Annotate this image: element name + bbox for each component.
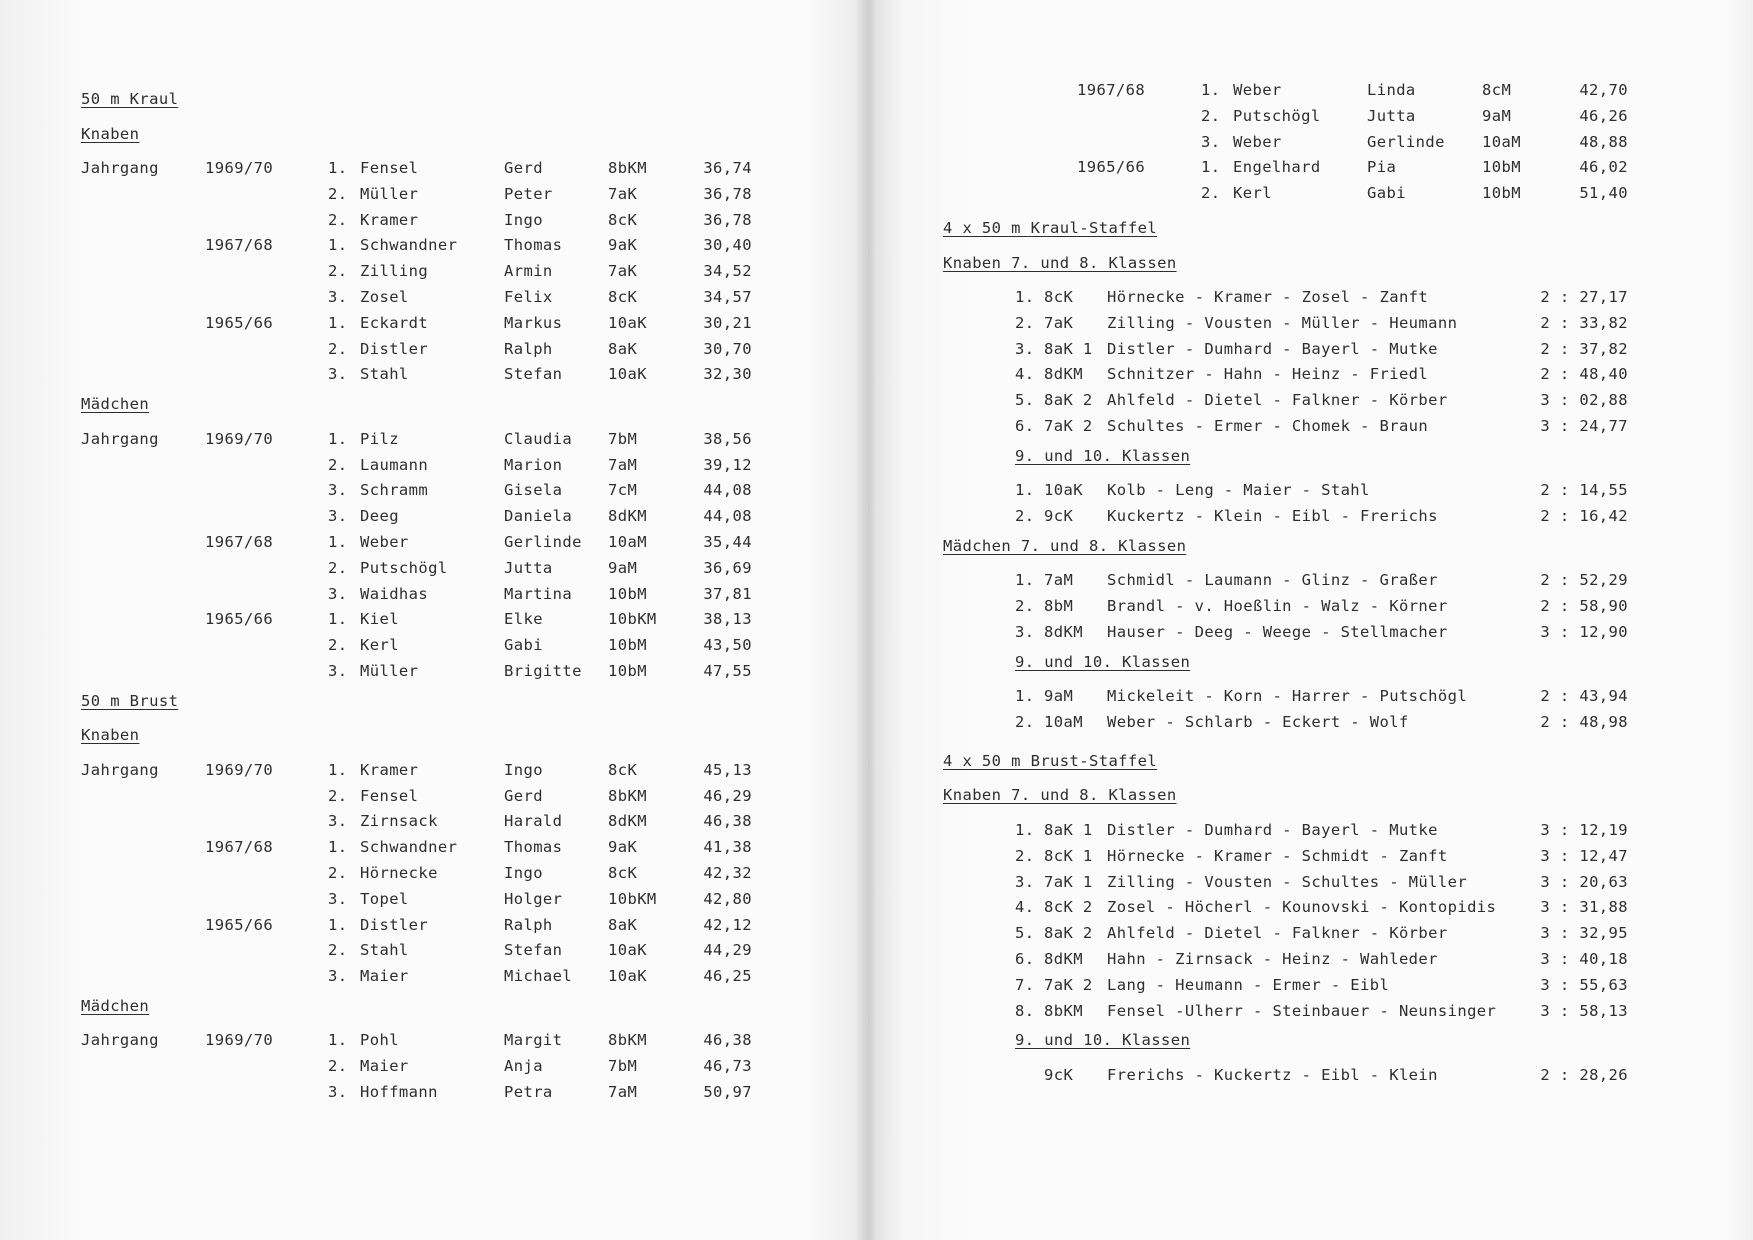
surname: Kerl (360, 636, 399, 655)
place: 3. (328, 481, 348, 500)
group-heading: Knaben 7. und 8. Klassen (943, 786, 1177, 805)
year-label: 1969/70 (205, 1031, 274, 1050)
team: 8aK 1 (1044, 820, 1093, 839)
time: 46,26 (1579, 106, 1628, 125)
place: 4. (1015, 898, 1035, 917)
team: 7aK 2 (1044, 417, 1093, 435)
year-label: 1967/68 (205, 532, 274, 551)
team: 9aM (1044, 687, 1074, 706)
team: 10aK (1044, 481, 1083, 500)
first-name: Harald (504, 812, 563, 831)
relay-time: 3 : 12,90 (1540, 623, 1628, 641)
time: 46,38 (703, 1031, 752, 1050)
first-name: Anja (504, 1057, 543, 1076)
book-spine (855, 0, 875, 1240)
surname: Laumann (360, 455, 429, 474)
relay-time: 2 : 27,17 (1540, 288, 1628, 306)
time: 47,55 (703, 661, 752, 680)
team: 7aK 1 (1044, 872, 1093, 891)
year-label: 1967/68 (1077, 81, 1146, 99)
time: 50,97 (703, 1083, 752, 1101)
first-name: Petra (504, 1083, 553, 1101)
relay-time: 3 : 55,63 (1540, 975, 1628, 994)
surname: Weber (1233, 132, 1282, 151)
time: 46,25 (703, 967, 752, 986)
place: 1. (1015, 820, 1035, 839)
time: 36,78 (703, 210, 752, 229)
place: 8. (1015, 1001, 1035, 1020)
time: 44,29 (703, 941, 752, 960)
surname: Kerl (1233, 184, 1272, 203)
team: 8dKM (1044, 949, 1083, 968)
team-members: Fensel -Ulherr - Steinbauer - Neunsinger (1107, 1001, 1497, 1020)
relay-time: 3 : 32,95 (1540, 924, 1628, 943)
place: 2. (328, 1057, 348, 1076)
class: 7aK (608, 262, 638, 281)
surname: Maier (360, 1057, 409, 1076)
first-name: Martina (504, 584, 573, 603)
time: 34,57 (703, 288, 752, 306)
relay-time: 3 : 02,88 (1540, 391, 1628, 410)
gender-heading: Mädchen (81, 395, 150, 414)
first-name: Daniela (504, 507, 573, 526)
surname: Zosel (360, 288, 409, 306)
section-title: 50 m Kraul (81, 90, 179, 108)
time: 45,13 (703, 760, 752, 779)
first-name: Ralph (504, 339, 553, 358)
time: 43,50 (703, 636, 752, 655)
year-label: 1969/70 (205, 429, 274, 448)
place: 3. (1015, 872, 1035, 891)
first-name: Peter (504, 184, 553, 203)
team: 9cK (1044, 1065, 1074, 1084)
place: 2. (328, 210, 348, 229)
class: 8cK (608, 760, 638, 779)
time: 46,73 (703, 1057, 752, 1076)
team-members: Distler - Dumhard - Bayerl - Mutke (1107, 339, 1438, 358)
place: 4. (1015, 365, 1035, 384)
time: 34,52 (703, 262, 752, 281)
class: 7aK (608, 184, 638, 203)
surname: Fensel (360, 159, 419, 177)
team-members: Frerichs - Kuckertz - Eibl - Klein (1107, 1065, 1438, 1084)
class: 9aK (608, 236, 638, 255)
relay-title: 4 x 50 m Kraul-Staffel (943, 219, 1158, 237)
class: 10aK (608, 967, 647, 986)
first-name: Margit (504, 1031, 563, 1050)
team-members: Hörnecke - Kramer - Schmidt - Zanft (1107, 846, 1448, 865)
surname: Distler (360, 915, 429, 934)
team: 8aK 2 (1044, 924, 1093, 943)
team-members: Kuckertz - Klein - Eibl - Frerichs (1107, 507, 1438, 526)
time: 38,56 (703, 429, 752, 448)
first-name: Gerd (504, 786, 543, 805)
time: 39,12 (703, 455, 752, 474)
place: 1. (328, 838, 348, 857)
year-label: 1969/70 (205, 760, 274, 779)
group-heading: 9. und 10. Klassen (1015, 446, 1191, 465)
place: 3. (328, 288, 348, 306)
first-name: Stefan (504, 365, 563, 384)
surname: Eckardt (360, 313, 429, 332)
place: 2. (1201, 106, 1221, 125)
relay-time: 2 : 14,55 (1540, 481, 1628, 500)
class: 10bM (608, 661, 647, 680)
class: 10bM (1482, 184, 1521, 203)
place: 3. (1201, 132, 1221, 151)
surname: Zilling (360, 262, 429, 281)
time: 30,40 (703, 236, 752, 255)
relay-title: 4 x 50 m Brust-Staffel (943, 751, 1158, 770)
first-name: Stefan (504, 941, 563, 960)
team-members: Distler - Dumhard - Bayerl - Mutke (1107, 820, 1438, 839)
surname: Hoffmann (360, 1083, 438, 1101)
place: 5. (1015, 924, 1035, 943)
time: 38,13 (703, 610, 752, 629)
place: 1. (328, 236, 348, 255)
place: 6. (1015, 949, 1035, 968)
place: 1. (328, 760, 348, 779)
jahrgang-label: Jahrgang (81, 1031, 159, 1050)
place: 2. (328, 558, 348, 577)
class: 8dKM (608, 812, 647, 831)
time: 36,74 (703, 159, 752, 177)
year-label: 1967/68 (205, 838, 274, 857)
surname: Kramer (360, 210, 419, 229)
team: 8cK 1 (1044, 846, 1093, 865)
first-name: Armin (504, 262, 553, 281)
time: 30,70 (703, 339, 752, 358)
surname: Topel (360, 889, 409, 908)
relay-time: 2 : 48,40 (1540, 365, 1628, 384)
relay-time: 3 : 20,63 (1540, 872, 1628, 891)
place: 6. (1015, 417, 1035, 435)
team-members: Hauser - Deeg - Weege - Stellmacher (1107, 623, 1448, 641)
time: 42,70 (1579, 81, 1628, 99)
place: 7. (1015, 975, 1035, 994)
surname: Pilz (360, 429, 399, 448)
place: 3. (328, 812, 348, 831)
team: 8dKM (1044, 623, 1083, 641)
place: 2. (328, 262, 348, 281)
time: 42,12 (703, 915, 752, 934)
surname: Deeg (360, 507, 399, 526)
surname: Engelhard (1233, 158, 1321, 177)
relay-time: 2 : 52,29 (1540, 571, 1628, 590)
surname: Schwandner (360, 838, 458, 857)
team: 8cK 2 (1044, 898, 1093, 917)
surname: Müller (360, 184, 419, 203)
first-name: Ingo (504, 760, 543, 779)
place: 3. (328, 661, 348, 680)
year-label: 1965/66 (1077, 158, 1146, 177)
class: 10bM (1482, 158, 1521, 177)
surname: Waidhas (360, 584, 429, 603)
relay-time: 2 : 33,82 (1540, 313, 1628, 332)
place: 1. (1015, 481, 1035, 500)
gender-heading: Knaben (81, 124, 140, 143)
team: 8dKM (1044, 365, 1083, 384)
year-label: 1965/66 (205, 313, 274, 332)
first-name: Gisela (504, 481, 563, 500)
relay-time: 3 : 31,88 (1540, 898, 1628, 917)
class: 8cK (608, 863, 638, 882)
group-heading: Knaben 7. und 8. Klassen (943, 253, 1177, 272)
first-name: Linda (1367, 81, 1416, 99)
place: 3. (328, 889, 348, 908)
class: 8bKM (608, 159, 647, 177)
team-members: Zilling - Vousten - Schultes - Müller (1107, 872, 1468, 891)
first-name: Jutta (1367, 106, 1416, 125)
class: 9aM (608, 558, 638, 577)
place: 2. (1015, 713, 1035, 732)
class: 8aK (608, 915, 638, 934)
surname: Putschögl (1233, 106, 1321, 125)
place: 1. (328, 532, 348, 551)
place: 1. (1015, 288, 1035, 306)
place: 2. (1015, 507, 1035, 526)
jahrgang-label: Jahrgang (81, 760, 159, 779)
relay-time: 2 : 37,82 (1540, 339, 1628, 358)
surname: Weber (1233, 81, 1282, 99)
gender-heading: Knaben (81, 726, 140, 745)
first-name: Jutta (504, 558, 553, 577)
first-name: Marion (504, 455, 563, 474)
team: 7aM (1044, 571, 1074, 590)
place: 3. (328, 967, 348, 986)
class: 10bM (608, 584, 647, 603)
place: 1. (1201, 81, 1221, 99)
year-label: 1967/68 (205, 236, 274, 255)
surname: Fensel (360, 786, 419, 805)
class: 8bKM (608, 786, 647, 805)
group-heading: Mädchen 7. und 8. Klassen (943, 536, 1187, 555)
place: 1. (1015, 571, 1035, 590)
relay-time: 3 : 12,47 (1540, 846, 1628, 865)
relay-time: 2 : 43,94 (1540, 687, 1628, 706)
relay-time: 3 : 40,18 (1540, 949, 1628, 968)
place: 2. (328, 339, 348, 358)
class: 10aM (1482, 132, 1521, 151)
team-members: Brandl - v. Hoeßlin - Walz - Körner (1107, 597, 1448, 616)
team: 8bKM (1044, 1001, 1083, 1020)
first-name: Claudia (504, 429, 573, 448)
first-name: Gerlinde (1367, 132, 1445, 151)
place: 3. (328, 365, 348, 384)
place: 3. (1015, 339, 1035, 358)
year-label: 1965/66 (205, 915, 274, 934)
class: 9aM (1482, 106, 1512, 125)
first-name: Thomas (504, 236, 563, 255)
first-name: Brigitte (504, 661, 582, 680)
team: 7aK (1044, 313, 1074, 332)
place: 2. (1201, 184, 1221, 203)
class: 10aK (608, 313, 647, 332)
team-members: Kolb - Leng - Maier - Stahl (1107, 481, 1370, 500)
time: 30,21 (703, 313, 752, 332)
place: 2. (328, 863, 348, 882)
surname: Kramer (360, 760, 419, 779)
first-name: Markus (504, 313, 563, 332)
class: 10aK (608, 365, 647, 384)
place: 1. (328, 313, 348, 332)
team-members: Lang - Heumann - Ermer - Eibl (1107, 975, 1390, 994)
place: 5. (1015, 391, 1035, 410)
class: 10aM (608, 532, 647, 551)
relay-time: 3 : 12,19 (1540, 820, 1628, 839)
surname: Putschögl (360, 558, 448, 577)
surname: Weber (360, 532, 409, 551)
team-members: Schmidl - Laumann - Glinz - Graßer (1107, 571, 1438, 590)
class: 7cM (608, 481, 638, 500)
team-members: Zosel - Höcherl - Kounovski - Kontopidis (1107, 898, 1497, 917)
class: 9aK (608, 838, 638, 857)
place: 3. (328, 1083, 348, 1101)
surname: Pohl (360, 1031, 399, 1050)
place: 1. (328, 159, 348, 177)
place: 2. (328, 455, 348, 474)
time: 42,80 (703, 889, 752, 908)
time: 41,38 (703, 838, 752, 857)
year-label: 1969/70 (205, 159, 274, 177)
place: 2. (1015, 597, 1035, 616)
team: 8aK 1 (1044, 339, 1093, 358)
surname: Zirnsack (360, 812, 438, 831)
team-members: Mickeleit - Korn - Harrer - Putschögl (1107, 687, 1468, 706)
class: 7bM (608, 1057, 638, 1076)
time: 42,32 (703, 863, 752, 882)
place: 2. (328, 941, 348, 960)
team: 8aK 2 (1044, 391, 1093, 410)
class: 10bKM (608, 610, 657, 629)
time: 32,30 (703, 365, 752, 384)
place: 1. (328, 915, 348, 934)
class: 8dKM (608, 507, 647, 526)
surname: Schramm (360, 481, 429, 500)
jahrgang-label: Jahrgang (81, 159, 159, 177)
time: 51,40 (1579, 184, 1628, 203)
place: 2. (328, 184, 348, 203)
relay-time: 2 : 58,90 (1540, 597, 1628, 616)
group-heading: 9. und 10. Klassen (1015, 652, 1191, 671)
first-name: Felix (504, 288, 553, 306)
team-members: Ahlfeld - Dietel - Falkner - Körber (1107, 391, 1448, 410)
place: 1. (328, 1031, 348, 1050)
team: 9cK (1044, 507, 1074, 526)
first-name: Ingo (504, 210, 543, 229)
class: 7aM (608, 455, 638, 474)
class: 8cK (608, 210, 638, 229)
team: 7aK 2 (1044, 975, 1093, 994)
first-name: Gabi (504, 636, 543, 655)
first-name: Gerd (504, 159, 543, 177)
first-name: Ingo (504, 863, 543, 882)
team-members: Hörnecke - Kramer - Zosel - Zanft (1107, 288, 1429, 306)
relay-time: 3 : 24,77 (1540, 417, 1628, 435)
surname: Maier (360, 967, 409, 986)
place: 3. (328, 507, 348, 526)
team: 8cK (1044, 288, 1074, 306)
surname: Müller (360, 661, 419, 680)
class: 8aK (608, 339, 638, 358)
place: 2. (328, 636, 348, 655)
surname: Stahl (360, 941, 409, 960)
first-name: Thomas (504, 838, 563, 857)
place: 2. (1015, 846, 1035, 865)
first-name: Gerlinde (504, 532, 582, 551)
place: 1. (1015, 687, 1035, 706)
relay-time: 3 : 58,13 (1540, 1001, 1628, 1020)
time: 36,78 (703, 184, 752, 203)
class: 8cM (1482, 81, 1512, 99)
class: 10bM (608, 636, 647, 655)
class: 7bM (608, 429, 638, 448)
relay-time: 2 : 28,26 (1540, 1065, 1628, 1084)
team-members: Schnitzer - Hahn - Heinz - Friedl (1107, 365, 1429, 384)
first-name: Michael (504, 967, 573, 986)
time: 46,02 (1579, 158, 1628, 177)
class: 7aM (608, 1083, 638, 1101)
team-members: Weber - Schlarb - Eckert - Wolf (1107, 713, 1409, 732)
place: 1. (328, 429, 348, 448)
surname: Kiel (360, 610, 399, 629)
surname: Distler (360, 339, 429, 358)
relay-time: 2 : 16,42 (1540, 507, 1628, 526)
surname: Hörnecke (360, 863, 438, 882)
team: 10aM (1044, 713, 1083, 732)
gender-heading: Mädchen (81, 996, 150, 1015)
time: 48,88 (1579, 132, 1628, 151)
class: 10aK (608, 941, 647, 960)
place: 2. (1015, 313, 1035, 332)
year-label: 1965/66 (205, 610, 274, 629)
place: 1. (1201, 158, 1221, 177)
time: 46,38 (703, 812, 752, 831)
team-members: Schultes - Ermer - Chomek - Braun (1107, 417, 1429, 435)
section-title: 50 m Brust (81, 691, 179, 710)
first-name: Elke (504, 610, 543, 629)
first-name: Gabi (1367, 184, 1406, 203)
time: 44,08 (703, 507, 752, 526)
first-name: Pia (1367, 158, 1397, 177)
team: 8bM (1044, 597, 1074, 616)
relay-time: 2 : 48,98 (1540, 713, 1628, 732)
time: 35,44 (703, 532, 752, 551)
class: 8bKM (608, 1031, 647, 1050)
place: 3. (1015, 623, 1035, 641)
team-members: Hahn - Zirnsack - Heinz - Wahleder (1107, 949, 1438, 968)
class: 10bKM (608, 889, 657, 908)
time: 37,81 (703, 584, 752, 603)
surname: Stahl (360, 365, 409, 384)
time: 44,08 (703, 481, 752, 500)
team-members: Zilling - Vousten - Müller - Heumann (1107, 313, 1458, 332)
surname: Schwandner (360, 236, 458, 255)
team-members: Ahlfeld - Dietel - Falkner - Körber (1107, 924, 1448, 943)
place: 3. (328, 584, 348, 603)
first-name: Holger (504, 889, 563, 908)
class: 8cK (608, 288, 638, 306)
place: 1. (328, 610, 348, 629)
group-heading: 9. und 10. Klassen (1015, 1031, 1191, 1050)
first-name: Ralph (504, 915, 553, 934)
time: 46,29 (703, 786, 752, 805)
place: 2. (328, 786, 348, 805)
time: 36,69 (703, 558, 752, 577)
jahrgang-label: Jahrgang (81, 429, 159, 448)
